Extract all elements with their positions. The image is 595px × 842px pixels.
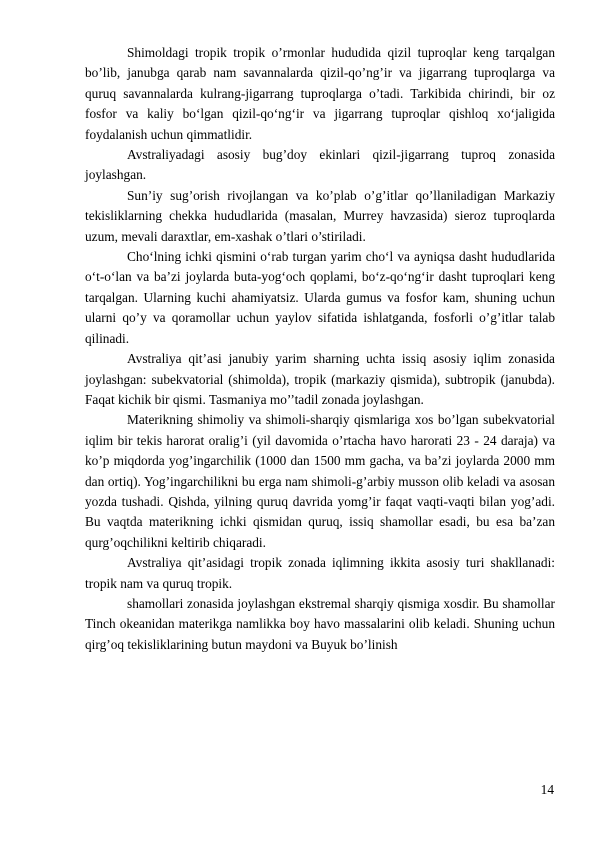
paragraph-irrigation: Sun’iy sug’orish rivojlangan va ko’plab o’g’itlar qo’llaniladigan Markaziy tekisliklarning chekka hududlarida (masalan, Murrey havzasida) sieroz tuproqlarda uzum, mevali daraxtlar, em-xashak o’tlari o’stiriladi. — [85, 187, 555, 244]
paragraph-tropical-zone: Avstraliya qit’asidagi tropik zonada iqlimning ikkita asosiy turi shakllanadi: tropik nam va quruq tropik. — [85, 555, 555, 591]
paragraph-climate-zones: Avstraliya qit’asi janubiy yarim sharning uchta issiq asosiy iqlim zonasida joylashgan: subekvatorial (shimolda), tropik (markaziy qismida), subtropik (janubda). Faqat kichik bir qismi. Tasmaniya mo’’tadil zonada joylashgan. — [85, 351, 555, 407]
paragraph-wheat-crops: Avstraliyadagi asosiy bug’doy ekinlari qizil-jigarrang tuproq zonasida joylashgan. — [85, 147, 555, 183]
paragraph-red-soils: Shimoldagi tropik tropik o’rmonlar hududida qizil tuproqlar keng tarqalgan bo’lib, janubga qarab nam savannalarda qizil-qo’ng’ir va jigarrang tuproqlarga va quruq savannalarda kulrang-jigarrang tuproqlarga o’tadi. Tarkibida chirindi, bir oz fosfor va kaliy bo‘lgan qizil-qo‘ng‘ir va jigarrang tuproqlar qishloq xo‘jaligida foydalanish uchun qimmatlidir. — [85, 45, 555, 142]
paragraph-semi-desert: Cho‘lning ichki qismini o‘rab turgan yarim cho‘l va ayniqsa dasht hududlarida o‘t-o‘lan va ba’zi joylarda buta-yog‘och qoplami, bo‘z-qo‘ng‘ir dasht tuproqlari keng tarqalgan. Ularning kuchi ahamiyatsiz. Ularda gumus va fosfor kam, shuning uchun ularni qo’y va qoramollar uchun yaylov sifatida ishlatganda, fosforli o’g’itlar talab qilinadi. — [85, 249, 555, 346]
paragraph-trade-winds: shamollari zonasida joylashgan ekstremal sharqiy qismiga xosdir. Bu shamollar Tinch okeanidan materikga namlikka boy havo massalarini olib keladi. Shuning uchun qirg’oq tekisliklarining butun maydoni va Buyuk bo’linish — [85, 595, 555, 652]
page-number: 14 — [540, 782, 554, 797]
document-page — [85, 43, 555, 655]
paragraph-subequatorial: Materikning shimoliy va shimoli-sharqiy qismlariga xos bo’lgan subekvatorial iqlim bir tekis harorat oralig’i (yil davomida o’rtacha havo harorati 23 - 24 daraja) va ko’p miqdorda yog’ingarchilik (1000 dan 1500 mm gacha, va ba’zi joylarda 2000 mm dan ortiq). Yog’ingarchilikni bu erga nam shimoli-g’arbiy musson olib keladi va asosan yozda tushadi. Qishda, yilning quruq davrida yomg’ir faqat vaqti-vaqti bilan yog’adi. Bu vaqtda materikning ichki qismidan quruq, issiq shamollar esadi, bu esa ba’zan qurg’oqchilikni keltirib chiqaradi. — [85, 412, 555, 550]
